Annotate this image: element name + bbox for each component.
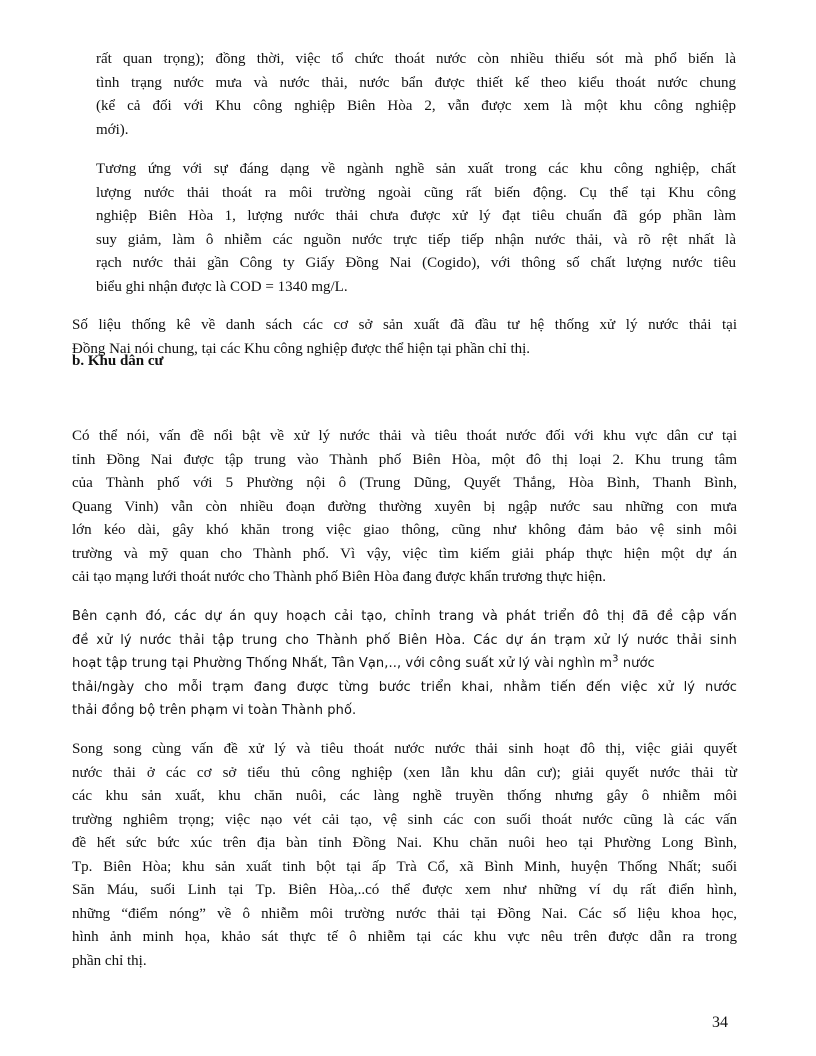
text-line: của Thành phố với 5 Phường nội ô (Trung Dũng, Quyết Thắng, Hòa Bình, Thanh Bình,	[72, 475, 737, 491]
text-line: tỉnh Đồng Nai được tập trung vào Thành phố Biên Hòa, một đô thị loại 2. Khu trung tâm	[72, 451, 737, 468]
text-line: tình trạng nước mưa và nước thải, nước bẩn được thiết kế theo kiểu thoát nước chung	[96, 74, 736, 91]
text-line: Đồng Nai nói chung, tại các Khu công nghiệp được thể hiện tại phần chỉ thị.	[72, 340, 531, 357]
text-line: nước thải ở các cơ sở tiểu thủ công nghiệp (xen lẫn khu dân cư); giải quyết nước thải từ	[72, 764, 737, 781]
section-heading: b. Khu dân cư	[72, 353, 164, 369]
text-line: Săn Máu, suối Linh tại Tp. Biên Hòa,..có thể được xem như những ví dụ rất điển hình,	[72, 882, 737, 898]
paragraph-statistics	[72, 314, 737, 361]
text-line: Có thể nói, vấn đề nổi bật về xử lý nước thải và tiêu thoát nước đối với khu vực dân cư tại	[72, 428, 737, 444]
text-line: phần chỉ thị.	[72, 952, 147, 969]
text-line: thải đồng bộ trên phạm vi toàn Thành phố.	[72, 703, 357, 718]
text-fragment: hoạt tập trung tại Phường Thống Nhất, Tân Vạn,.., với công suất xử lý vài nghìn m	[72, 656, 613, 671]
paragraph-small-industry	[72, 738, 737, 973]
text-line: thải/ngày cho mỗi trạm đang được từng bước triển khai, nhằm tiến đến việc xử lý nước	[72, 679, 737, 695]
text-line: Số liệu thống kê về danh sách các cơ sở sản xuất đã đầu tư hệ thống xử lý nước thải tại	[72, 317, 737, 333]
text-line	[72, 652, 737, 676]
text-line: đề xử lý nước thải tập trung cho Thành phố Biên Hòa. Các dự án trạm xử lý nước thải sinh	[72, 632, 737, 648]
page-number: 34	[712, 1014, 728, 1031]
text-line: Tương ứng với sự đáng dạng về ngành nghề sản xuất trong các khu công nghiệp, chất	[96, 161, 736, 177]
superscript: 3	[612, 653, 619, 665]
text-line: rất quan trọng); đồng thời, việc tổ chức thoát nước còn nhiều thiếu sót mà phổ biến là	[96, 51, 736, 67]
text-line: biểu ghi nhận được là COD = 1340 mg/L.	[96, 278, 348, 295]
paragraph-drainage-issues	[96, 48, 736, 142]
text-line: mới).	[96, 121, 129, 138]
text-line: các khu sản xuất, khu chăn nuôi, các làng nghề truyền thống nhưng gây ô nhiễm môi	[72, 788, 737, 804]
text-fragment: nước	[618, 656, 655, 671]
text-line: Tp. Biên Hòa; khu sản xuất tinh bột tại ấp Trà Cổ, xã Bình Minh, huyện Thống Nhất; suối	[72, 858, 737, 875]
text-line: (kể cả đối với Khu công nghiệp Biên Hòa 2, vẫn được xem là một khu công nghiệp	[96, 98, 736, 114]
text-line: Quang Vinh) vẫn còn nhiều đoạn đường thường xuyên bị ngập nước sau những con mưa	[72, 498, 737, 515]
text-line: lớn kéo dài, gây khó khăn trong việc giao thông, cũng như không đảm bảo vệ sinh môi	[72, 522, 737, 538]
text-line: đề hết sức bức xúc trên địa bàn tỉnh Đồng Nai. Khu chăn nuôi heo tại Phường Long Bình,	[72, 835, 737, 851]
text-line: suy giảm, làm ô nhiễm các nguồn nước trực tiếp tiếp nhận nước thải, và rõ rệt nhất là	[96, 231, 736, 248]
text-line: trường và mỹ quan cho Thành phố. Vì vậy, việc tìm kiếm giải pháp thực hiện một dự án	[72, 545, 737, 562]
paragraph-urban-projects	[72, 605, 737, 723]
text-line: những “điểm nóng” về ô nhiễm môi trường nước thải tại Đồng Nai. Các số liệu khoa học,	[72, 905, 737, 922]
text-line: Song song cùng vấn đề xử lý và tiêu thoát nước nước thải sinh hoạt đô thị, việc giải quyết	[72, 741, 737, 757]
text-line: trường nghiêm trọng; việc nạo vét cải tạo, vệ sinh các con suối thoát nước cũng là các vấn	[72, 811, 737, 828]
text-line: hình ảnh minh họa, khảo sát thực tế ô nhiễm tại các khu vực nêu trên được dẫn ra trong	[72, 929, 737, 945]
paragraph-industrial-wastewater	[96, 158, 736, 299]
text-line: nghiệp Biên Hòa 1, lượng nước thải chưa được xử lý đạt tiêu chuẩn đã góp phần làm	[96, 208, 736, 224]
text-line: lượng nước thải thoát ra môi trường ngoài cũng rất biến động. Cụ thể tại Khu công	[96, 184, 736, 201]
text-line: Bên cạnh đó, các dự án quy hoạch cải tạo, chỉnh trang và phát triển đô thị đã đề cập vấn	[72, 609, 737, 624]
text-line: rạch nước thải gần Công ty Giấy Đồng Nai (Cogido), với thông số chất lượng nước tiêu	[96, 255, 736, 271]
text-line: cải tạo mạng lưới thoát nước cho Thành phố Biên Hòa đang được khẩn trương thực hiện.	[72, 569, 607, 585]
paragraph-residential-area	[72, 425, 737, 590]
